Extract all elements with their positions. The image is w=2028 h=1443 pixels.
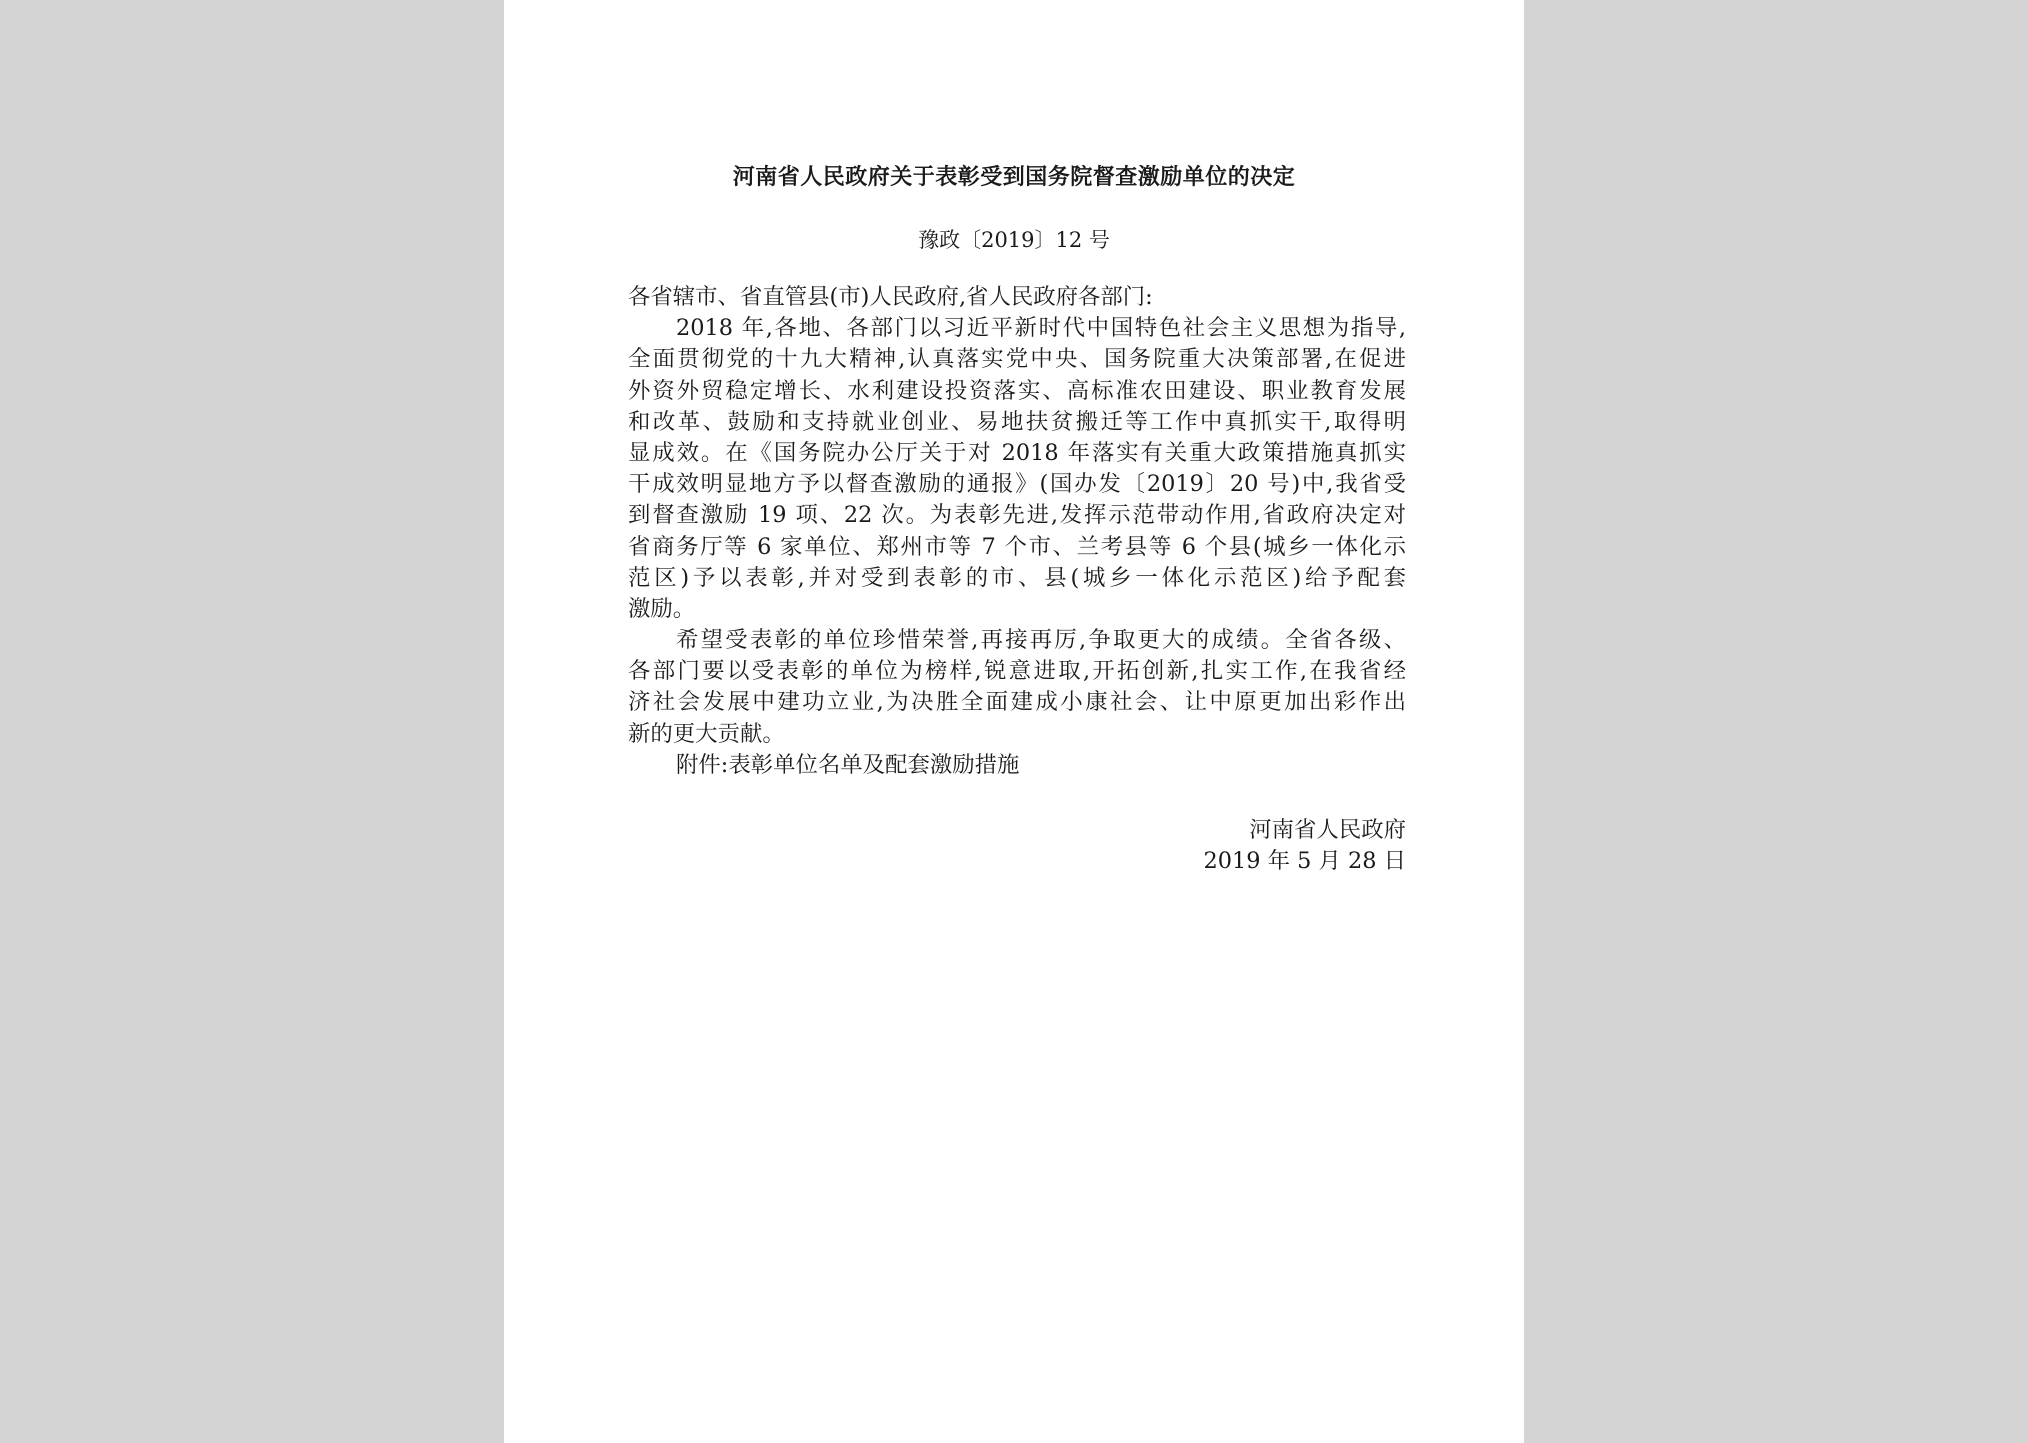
paragraph-line: 到督查激励 19 项、22 次。为表彰先进,发挥示范带动作用,省政府决定对 — [628, 502, 1406, 529]
signature-date: 2019 年 5 月 28 日 — [1203, 848, 1406, 875]
paragraph-line: 全面贯彻党的十九大精神,认真落实党中央、国务院重大决策部署,在促进 — [628, 346, 1406, 373]
salutation: 各省辖市、省直管县(市)人民政府,省人民政府各部门: — [628, 284, 1153, 310]
paragraph-line: 外资外贸稳定增长、水利建设投资落实、高标准农田建设、职业教育发展 — [628, 377, 1406, 404]
paragraph-2 — [628, 625, 1406, 750]
paragraph-line: 干成效明显地方予以督查激励的通报》(国办发〔2019〕20 号)中,我省受 — [628, 471, 1406, 498]
paragraph-line: 希望受表彰的单位珍惜荣誉,再接再厉,争取更大的成绩。全省各级、 — [676, 627, 1406, 654]
document-title: 河南省人民政府关于表彰受到国务院督查激励单位的决定 — [732, 164, 1296, 190]
attachment-note: 附件:表彰单位名单及配套激励措施 — [676, 751, 1020, 778]
paragraph-line: 新的更大贡献。 — [628, 720, 785, 747]
signature-org: 河南省人民政府 — [1249, 817, 1406, 843]
signature-block — [1204, 815, 1406, 877]
paragraph-line: 济社会发展中建功立业,为决胜全面建成小康社会、让中原更加出彩作出 — [628, 689, 1406, 716]
document-number: 豫政〔2019〕12 号 — [918, 228, 1110, 252]
document-body — [628, 282, 1406, 781]
paragraph-line: 各部门要以受表彰的单位为榜样,锐意进取,开拓创新,扎实工作,在我省经 — [628, 658, 1406, 685]
paragraph-line: 激励。 — [628, 595, 696, 622]
paragraph-line: 2018 年,各地、各部门以习近平新时代中国特色社会主义思想为指导, — [676, 315, 1406, 342]
paragraph-line: 范区)予以表彰,并对受到表彰的市、县(城乡一体化示范区)给予配套 — [628, 564, 1406, 591]
document-page — [504, 0, 1524, 1443]
paragraph-line: 省商务厅等 6 家单位、郑州市等 7 个市、兰考县等 6 个县(城乡一体化示 — [628, 533, 1406, 560]
paragraph-1 — [628, 313, 1406, 625]
paragraph-line: 和改革、鼓励和支持就业创业、易地扶贫搬迁等工作中真抓实干,取得明 — [628, 408, 1406, 435]
paragraph-line: 显成效。在《国务院办公厅关于对 2018 年落实有关重大政策措施真抓实 — [628, 439, 1406, 466]
